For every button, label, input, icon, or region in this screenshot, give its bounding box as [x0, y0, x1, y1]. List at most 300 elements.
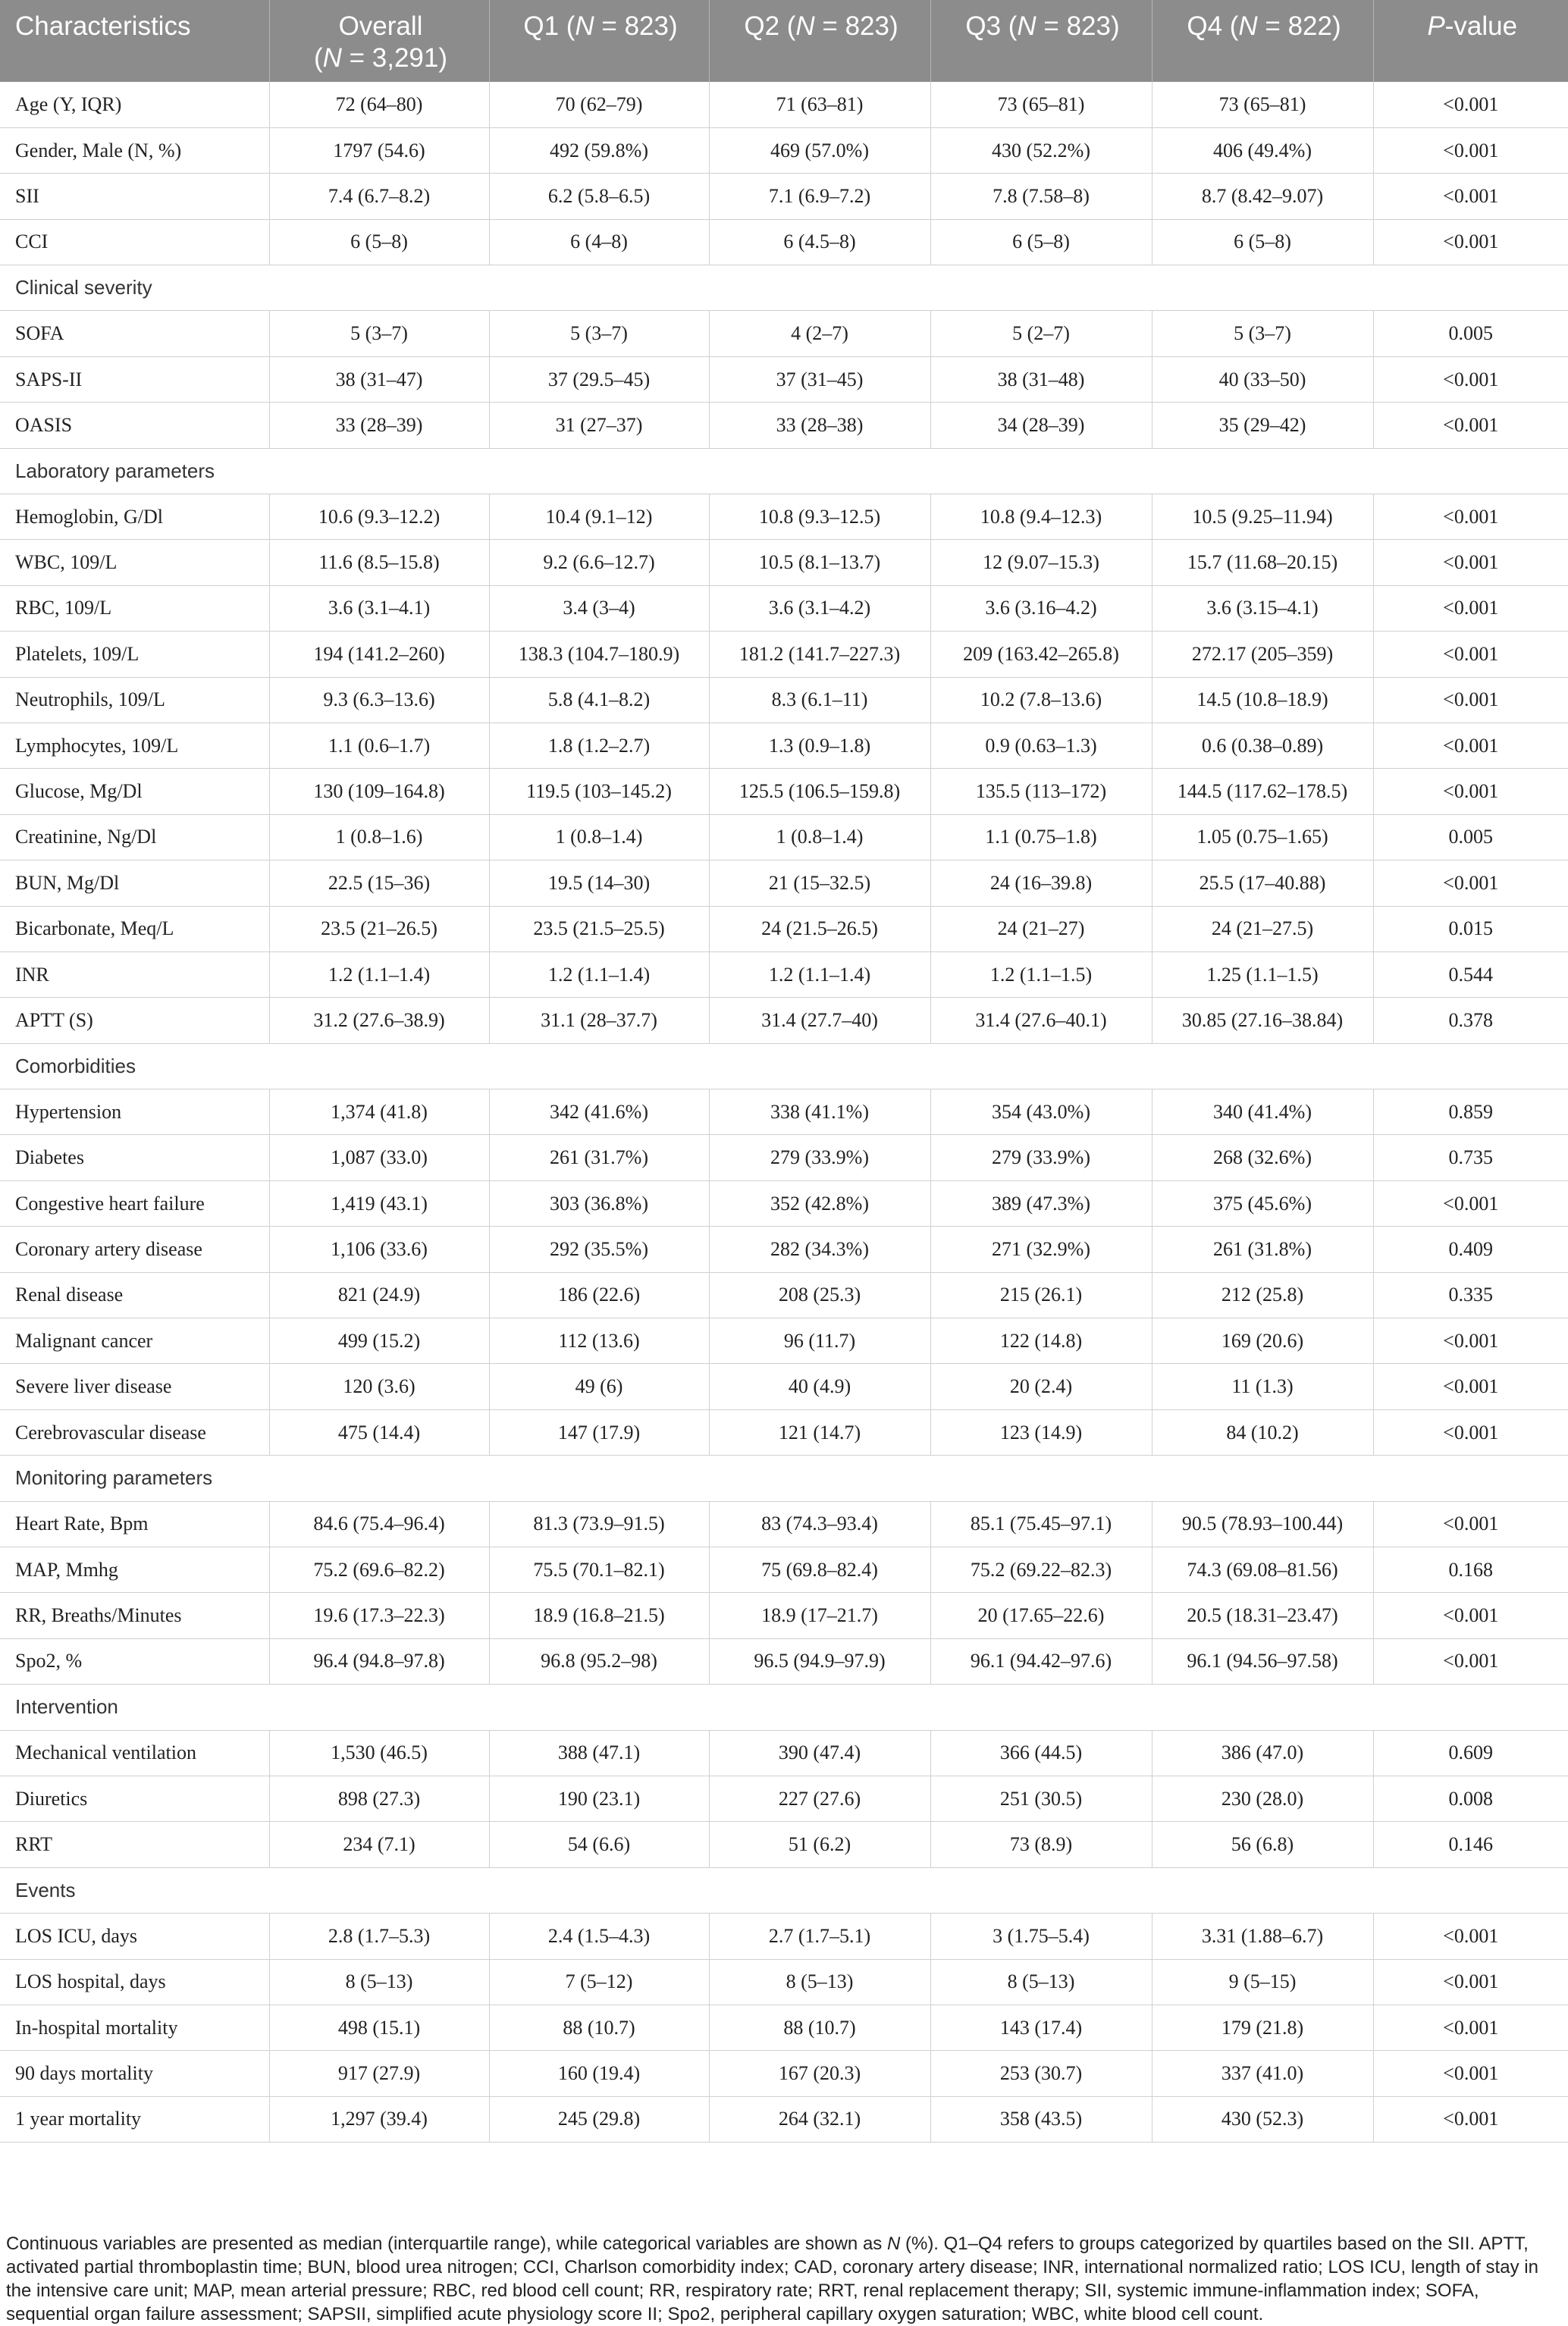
row-label: Diuretics	[0, 1776, 269, 1821]
row-label: In-hospital mortality	[0, 2005, 269, 2050]
cell-q4: 3.6 (3.15–4.1)	[1152, 585, 1373, 631]
table-row	[0, 403, 1568, 448]
cell-p: <0.001	[1373, 1409, 1568, 1455]
cell-overall: 475 (14.4)	[269, 1409, 489, 1455]
cell-q2: 181.2 (141.7–227.3)	[709, 632, 930, 677]
row-label: MAP, Mmhg	[0, 1547, 269, 1593]
table-row	[0, 1730, 1568, 1776]
cell-q2: 4 (2–7)	[709, 311, 930, 356]
cell-q4: 386 (47.0)	[1152, 1730, 1373, 1776]
cell-q1: 5.8 (4.1–8.2)	[489, 677, 709, 723]
cell-p: <0.001	[1373, 677, 1568, 723]
header-q1: Q1 (N = 823)	[489, 0, 709, 82]
cell-p: <0.001	[1373, 356, 1568, 402]
cell-overall: 8 (5–13)	[269, 1959, 489, 2005]
cell-q4: 230 (28.0)	[1152, 1776, 1373, 1821]
cell-overall: 3.6 (3.1–4.1)	[269, 585, 489, 631]
cell-q4: 25.5 (17–40.88)	[1152, 860, 1373, 906]
section-label: Clinical severity	[0, 265, 1568, 311]
cell-p: <0.001	[1373, 769, 1568, 814]
cell-q2: 227 (27.6)	[709, 1776, 930, 1821]
cell-overall: 120 (3.6)	[269, 1364, 489, 1409]
row-label: Bicarbonate, Meq/L	[0, 906, 269, 951]
row-label: SOFA	[0, 311, 269, 356]
cell-q2: 88 (10.7)	[709, 2005, 930, 2050]
section-header-row	[0, 1867, 1568, 1913]
row-label: Severe liver disease	[0, 1364, 269, 1409]
row-label: Creatinine, Ng/Dl	[0, 814, 269, 860]
table-row	[0, 906, 1568, 951]
cell-q4: 20.5 (18.31–23.47)	[1152, 1593, 1373, 1638]
cell-q1: 9.2 (6.6–12.7)	[489, 540, 709, 585]
header-row	[0, 0, 1568, 82]
cell-overall: 1797 (54.6)	[269, 127, 489, 173]
cell-overall: 5 (3–7)	[269, 311, 489, 356]
cell-q1: 292 (35.5%)	[489, 1227, 709, 1272]
cell-q1: 2.4 (1.5–4.3)	[489, 1914, 709, 1959]
section-header-row	[0, 1685, 1568, 1730]
table-header	[0, 0, 1568, 82]
section-label: Events	[0, 1867, 1568, 1913]
cell-q4: 14.5 (10.8–18.9)	[1152, 677, 1373, 723]
cell-q1: 147 (17.9)	[489, 1409, 709, 1455]
cell-q4: 90.5 (78.93–100.44)	[1152, 1501, 1373, 1547]
table-row	[0, 1364, 1568, 1409]
table-row	[0, 723, 1568, 768]
cell-p: 0.015	[1373, 906, 1568, 951]
cell-q4: 96.1 (94.56–97.58)	[1152, 1638, 1373, 1684]
cell-overall: 1.2 (1.1–1.4)	[269, 951, 489, 997]
cell-q1: 261 (31.7%)	[489, 1135, 709, 1180]
cell-p: <0.001	[1373, 1364, 1568, 1409]
cell-q1: 96.8 (95.2–98)	[489, 1638, 709, 1684]
table-row	[0, 951, 1568, 997]
cell-q2: 96 (11.7)	[709, 1318, 930, 1364]
cell-overall: 22.5 (15–36)	[269, 860, 489, 906]
cell-q1: 19.5 (14–30)	[489, 860, 709, 906]
cell-p: <0.001	[1373, 860, 1568, 906]
cell-q1: 70 (62–79)	[489, 82, 709, 127]
cell-q4: 261 (31.8%)	[1152, 1227, 1373, 1272]
cell-q1: 31.1 (28–37.7)	[489, 998, 709, 1043]
cell-q1: 5 (3–7)	[489, 311, 709, 356]
cell-overall: 130 (109–164.8)	[269, 769, 489, 814]
cell-q2: 10.5 (8.1–13.7)	[709, 540, 930, 585]
cell-q4: 3.31 (1.88–6.7)	[1152, 1914, 1373, 1959]
table-row	[0, 2096, 1568, 2142]
cell-q3: 38 (31–48)	[930, 356, 1152, 402]
table-row	[0, 1409, 1568, 1455]
table-row	[0, 2005, 1568, 2050]
row-label: Heart Rate, Bpm	[0, 1501, 269, 1547]
cell-q2: 37 (31–45)	[709, 356, 930, 402]
table-row	[0, 82, 1568, 127]
row-label: Platelets, 109/L	[0, 632, 269, 677]
cell-overall: 1,419 (43.1)	[269, 1180, 489, 1226]
cell-overall: 9.3 (6.3–13.6)	[269, 677, 489, 723]
cell-q3: 1.2 (1.1–1.5)	[930, 951, 1152, 997]
cell-q1: 6.2 (5.8–6.5)	[489, 174, 709, 219]
cell-p: <0.001	[1373, 1501, 1568, 1547]
cell-q4: 1.05 (0.75–1.65)	[1152, 814, 1373, 860]
cell-p: 0.409	[1373, 1227, 1568, 1272]
cell-q4: 11 (1.3)	[1152, 1364, 1373, 1409]
cell-q1: 492 (59.8%)	[489, 127, 709, 173]
cell-q3: 389 (47.3%)	[930, 1180, 1152, 1226]
cell-overall: 1 (0.8–1.6)	[269, 814, 489, 860]
row-label: Lymphocytes, 109/L	[0, 723, 269, 768]
cell-p: 0.859	[1373, 1089, 1568, 1135]
cell-overall: 1,374 (41.8)	[269, 1089, 489, 1135]
row-label: LOS ICU, days	[0, 1914, 269, 1959]
cell-q2: 208 (25.3)	[709, 1272, 930, 1318]
cell-overall: 1,106 (33.6)	[269, 1227, 489, 1272]
cell-q4: 84 (10.2)	[1152, 1409, 1373, 1455]
table-row	[0, 1638, 1568, 1684]
cell-q2: 7.1 (6.9–7.2)	[709, 174, 930, 219]
cell-q3: 0.9 (0.63–1.3)	[930, 723, 1152, 768]
cell-q1: 1.2 (1.1–1.4)	[489, 951, 709, 997]
cell-overall: 1,297 (39.4)	[269, 2096, 489, 2142]
cell-q2: 21 (15–32.5)	[709, 860, 930, 906]
table-row	[0, 632, 1568, 677]
cell-q1: 10.4 (9.1–12)	[489, 494, 709, 540]
cell-q3: 251 (30.5)	[930, 1776, 1152, 1821]
cell-q3: 279 (33.9%)	[930, 1135, 1152, 1180]
cell-q3: 24 (21–27)	[930, 906, 1152, 951]
cell-overall: 38 (31–47)	[269, 356, 489, 402]
cell-q2: 31.4 (27.7–40)	[709, 998, 930, 1043]
cell-q4: 15.7 (11.68–20.15)	[1152, 540, 1373, 585]
cell-q2: 282 (34.3%)	[709, 1227, 930, 1272]
cell-q1: 18.9 (16.8–21.5)	[489, 1593, 709, 1638]
cell-p: 0.168	[1373, 1547, 1568, 1593]
cell-q3: 135.5 (113–172)	[930, 769, 1152, 814]
cell-overall: 6 (5–8)	[269, 219, 489, 265]
row-label: Malignant cancer	[0, 1318, 269, 1364]
table-row	[0, 1180, 1568, 1226]
cell-overall: 19.6 (17.3–22.3)	[269, 1593, 489, 1638]
cell-q4: 337 (41.0)	[1152, 2051, 1373, 2096]
cell-q3: 31.4 (27.6–40.1)	[930, 998, 1152, 1043]
cell-q2: 3.6 (3.1–4.2)	[709, 585, 930, 631]
cell-overall: 821 (24.9)	[269, 1272, 489, 1318]
cell-p: <0.001	[1373, 1180, 1568, 1226]
cell-q1: 342 (41.6%)	[489, 1089, 709, 1135]
row-label: LOS hospital, days	[0, 1959, 269, 2005]
cell-q2: 125.5 (106.5–159.8)	[709, 769, 930, 814]
cell-q1: 119.5 (103–145.2)	[489, 769, 709, 814]
cell-overall: 33 (28–39)	[269, 403, 489, 448]
cell-q3: 20 (17.65–22.6)	[930, 1593, 1152, 1638]
cell-q2: 1 (0.8–1.4)	[709, 814, 930, 860]
section-label: Intervention	[0, 1685, 1568, 1730]
row-label: Gender, Male (N, %)	[0, 127, 269, 173]
cell-q1: 31 (27–37)	[489, 403, 709, 448]
cell-q3: 7.8 (7.58–8)	[930, 174, 1152, 219]
table-row	[0, 1089, 1568, 1135]
cell-p: <0.001	[1373, 174, 1568, 219]
row-label: WBC, 109/L	[0, 540, 269, 585]
cell-q2: 83 (74.3–93.4)	[709, 1501, 930, 1547]
row-label: Hypertension	[0, 1089, 269, 1135]
cell-q4: 179 (21.8)	[1152, 2005, 1373, 2050]
table-row	[0, 1501, 1568, 1547]
cell-q1: 3.4 (3–4)	[489, 585, 709, 631]
table-row	[0, 1593, 1568, 1638]
cell-q4: 10.5 (9.25–11.94)	[1152, 494, 1373, 540]
cell-p: <0.001	[1373, 1638, 1568, 1684]
cell-q3: 430 (52.2%)	[930, 127, 1152, 173]
row-label: RRT	[0, 1822, 269, 1867]
cell-p: 0.378	[1373, 998, 1568, 1043]
cell-q2: 75 (69.8–82.4)	[709, 1547, 930, 1593]
cell-q3: 10.8 (9.4–12.3)	[930, 494, 1152, 540]
header-q3: Q3 (N = 823)	[930, 0, 1152, 82]
cell-overall: 11.6 (8.5–15.8)	[269, 540, 489, 585]
cell-q1: 112 (13.6)	[489, 1318, 709, 1364]
cell-q3: 358 (43.5)	[930, 2096, 1152, 2142]
cell-q2: 121 (14.7)	[709, 1409, 930, 1455]
table-row	[0, 814, 1568, 860]
cell-p: <0.001	[1373, 1959, 1568, 2005]
cell-p: <0.001	[1373, 540, 1568, 585]
cell-q4: 73 (65–81)	[1152, 82, 1373, 127]
cell-overall: 917 (27.9)	[269, 2051, 489, 2096]
cell-q4: 375 (45.6%)	[1152, 1180, 1373, 1226]
table-row	[0, 1959, 1568, 2005]
cell-q3: 3 (1.75–5.4)	[930, 1914, 1152, 1959]
section-header-row	[0, 1456, 1568, 1501]
table-footnote: Continuous variables are presented as median (interquartile range), while categorical variables are shown as N (%). Q1–Q4 refers to groups categorized by quartiles based on the SII. APTT, activated partial thromboplastin time; BUN, blood urea nitrogen; CCI, Charlson comorbidity index; CAD, coronary artery disease; INR, international normalized ratio; LOS ICU, length of stay in the intensive care unit; MAP, mean arterial pressure; RBC, red blood cell count; RR, respiratory rate; RRT, renal replacement therapy; SII, systemic immune-inflammation index; SOFA, sequential organ failure assessment; SAPSII, simplified acute physiology score II; Spo2, peripheral capillary oxygen saturation; WBC, white blood cell count.	[6, 2234, 1538, 2324]
cell-q1: 138.3 (104.7–180.9)	[489, 632, 709, 677]
header-q2: Q2 (N = 823)	[709, 0, 930, 82]
cell-overall: 7.4 (6.7–8.2)	[269, 174, 489, 219]
cell-q2: 1.2 (1.1–1.4)	[709, 951, 930, 997]
table-row	[0, 2051, 1568, 2096]
table-row	[0, 311, 1568, 356]
row-label: SAPS-II	[0, 356, 269, 402]
row-label: INR	[0, 951, 269, 997]
cell-q2: 264 (32.1)	[709, 2096, 930, 2142]
row-label: Coronary artery disease	[0, 1227, 269, 1272]
table-row	[0, 585, 1568, 631]
section-label: Monitoring parameters	[0, 1456, 1568, 1501]
cell-q2: 167 (20.3)	[709, 2051, 930, 2096]
cell-overall: 96.4 (94.8–97.8)	[269, 1638, 489, 1684]
cell-q4: 8.7 (8.42–9.07)	[1152, 174, 1373, 219]
table-row	[0, 1272, 1568, 1318]
cell-p: 0.335	[1373, 1272, 1568, 1318]
table-row	[0, 494, 1568, 540]
cell-q2: 469 (57.0%)	[709, 127, 930, 173]
cell-q3: 8 (5–13)	[930, 1959, 1152, 2005]
cell-q3: 215 (26.1)	[930, 1272, 1152, 1318]
cell-q1: 160 (19.4)	[489, 2051, 709, 2096]
cell-q4: 40 (33–50)	[1152, 356, 1373, 402]
row-label: RR, Breaths/Minutes	[0, 1593, 269, 1638]
table-body	[0, 82, 1568, 2143]
cell-q2: 338 (41.1%)	[709, 1089, 930, 1135]
cell-q4: 30.85 (27.16–38.84)	[1152, 998, 1373, 1043]
cell-q2: 18.9 (17–21.7)	[709, 1593, 930, 1638]
cell-overall: 75.2 (69.6–82.2)	[269, 1547, 489, 1593]
row-label: Spo2, %	[0, 1638, 269, 1684]
cell-p: <0.001	[1373, 585, 1568, 631]
cell-q2: 24 (21.5–26.5)	[709, 906, 930, 951]
cell-p: <0.001	[1373, 2051, 1568, 2096]
table-row	[0, 1822, 1568, 1867]
cell-q3: 12 (9.07–15.3)	[930, 540, 1152, 585]
row-label: Hemoglobin, G/Dl	[0, 494, 269, 540]
cell-q4: 169 (20.6)	[1152, 1318, 1373, 1364]
cell-overall: 194 (141.2–260)	[269, 632, 489, 677]
cell-p: <0.001	[1373, 1318, 1568, 1364]
cell-q3: 20 (2.4)	[930, 1364, 1152, 1409]
cell-q3: 143 (17.4)	[930, 2005, 1152, 2050]
cell-q3: 366 (44.5)	[930, 1730, 1152, 1776]
cell-q2: 71 (63–81)	[709, 82, 930, 127]
cell-p: 0.005	[1373, 814, 1568, 860]
cell-q3: 271 (32.9%)	[930, 1227, 1152, 1272]
cell-p: <0.001	[1373, 403, 1568, 448]
cell-p: 0.735	[1373, 1135, 1568, 1180]
table-row	[0, 677, 1568, 723]
cell-q3: 73 (65–81)	[930, 82, 1152, 127]
row-label: RBC, 109/L	[0, 585, 269, 631]
cell-p: <0.001	[1373, 1914, 1568, 1959]
cell-q1: 88 (10.7)	[489, 2005, 709, 2050]
header-p-value: P-value	[1373, 0, 1568, 82]
cell-q1: 81.3 (73.9–91.5)	[489, 1501, 709, 1547]
cell-p: <0.001	[1373, 723, 1568, 768]
cell-q1: 7 (5–12)	[489, 1959, 709, 2005]
cell-q1: 54 (6.6)	[489, 1822, 709, 1867]
cell-overall: 499 (15.2)	[269, 1318, 489, 1364]
cell-overall: 234 (7.1)	[269, 1822, 489, 1867]
cell-q4: 5 (3–7)	[1152, 311, 1373, 356]
cell-q2: 279 (33.9%)	[709, 1135, 930, 1180]
cell-q3: 122 (14.8)	[930, 1318, 1152, 1364]
cell-q3: 123 (14.9)	[930, 1409, 1152, 1455]
cell-q4: 56 (6.8)	[1152, 1822, 1373, 1867]
cell-q4: 340 (41.4%)	[1152, 1089, 1373, 1135]
cell-p: <0.001	[1373, 219, 1568, 265]
cell-q2: 6 (4.5–8)	[709, 219, 930, 265]
cell-q3: 354 (43.0%)	[930, 1089, 1152, 1135]
row-label: Neutrophils, 109/L	[0, 677, 269, 723]
row-label: Mechanical ventilation	[0, 1730, 269, 1776]
cell-q3: 10.2 (7.8–13.6)	[930, 677, 1152, 723]
cell-p: <0.001	[1373, 632, 1568, 677]
cell-q1: 186 (22.6)	[489, 1272, 709, 1318]
header-overall: Overall (N = 3,291)	[269, 0, 489, 82]
table-row	[0, 1914, 1568, 1959]
cell-q4: 144.5 (117.62–178.5)	[1152, 769, 1373, 814]
cell-q2: 96.5 (94.9–97.9)	[709, 1638, 930, 1684]
cell-q4: 212 (25.8)	[1152, 1272, 1373, 1318]
cell-q1: 303 (36.8%)	[489, 1180, 709, 1226]
cell-q3: 5 (2–7)	[930, 311, 1152, 356]
row-label: BUN, Mg/Dl	[0, 860, 269, 906]
cell-q2: 8.3 (6.1–11)	[709, 677, 930, 723]
row-label: OASIS	[0, 403, 269, 448]
row-label: CCI	[0, 219, 269, 265]
cell-overall: 23.5 (21–26.5)	[269, 906, 489, 951]
cell-p: 0.008	[1373, 1776, 1568, 1821]
row-label: Diabetes	[0, 1135, 269, 1180]
cell-p: 0.005	[1373, 311, 1568, 356]
cell-q3: 85.1 (75.45–97.1)	[930, 1501, 1152, 1547]
header-characteristics: Characteristics	[0, 0, 269, 82]
cell-q2: 390 (47.4)	[709, 1730, 930, 1776]
cell-q1: 6 (4–8)	[489, 219, 709, 265]
table-row	[0, 1318, 1568, 1364]
cell-q3: 75.2 (69.22–82.3)	[930, 1547, 1152, 1593]
table-row	[0, 540, 1568, 585]
cell-p: 0.544	[1373, 951, 1568, 997]
row-label: Age (Y, IQR)	[0, 82, 269, 127]
cell-p: <0.001	[1373, 82, 1568, 127]
cell-overall: 1,087 (33.0)	[269, 1135, 489, 1180]
table-row	[0, 769, 1568, 814]
section-label: Laboratory parameters	[0, 448, 1568, 494]
section-header-row	[0, 1043, 1568, 1089]
cell-p: <0.001	[1373, 2096, 1568, 2142]
cell-q2: 51 (6.2)	[709, 1822, 930, 1867]
section-header-row	[0, 265, 1568, 311]
table-row	[0, 998, 1568, 1043]
cell-q1: 245 (29.8)	[489, 2096, 709, 2142]
row-label: 90 days mortality	[0, 2051, 269, 2096]
cell-overall: 498 (15.1)	[269, 2005, 489, 2050]
cell-q1: 37 (29.5–45)	[489, 356, 709, 402]
cell-q4: 24 (21–27.5)	[1152, 906, 1373, 951]
cell-q1: 1.8 (1.2–2.7)	[489, 723, 709, 768]
cell-q1: 1 (0.8–1.4)	[489, 814, 709, 860]
row-label: Glucose, Mg/Dl	[0, 769, 269, 814]
cell-q1: 23.5 (21.5–25.5)	[489, 906, 709, 951]
cell-p: 0.609	[1373, 1730, 1568, 1776]
cell-overall: 31.2 (27.6–38.9)	[269, 998, 489, 1043]
section-header-row	[0, 448, 1568, 494]
cell-overall: 1.1 (0.6–1.7)	[269, 723, 489, 768]
cell-q3: 6 (5–8)	[930, 219, 1152, 265]
cell-p: <0.001	[1373, 494, 1568, 540]
table-row	[0, 860, 1568, 906]
header-q4: Q4 (N = 822)	[1152, 0, 1373, 82]
cell-overall: 84.6 (75.4–96.4)	[269, 1501, 489, 1547]
table-row	[0, 127, 1568, 173]
cell-q4: 74.3 (69.08–81.56)	[1152, 1547, 1373, 1593]
cell-overall: 10.6 (9.3–12.2)	[269, 494, 489, 540]
cell-q1: 190 (23.1)	[489, 1776, 709, 1821]
cell-q1: 49 (6)	[489, 1364, 709, 1409]
cell-q3: 3.6 (3.16–4.2)	[930, 585, 1152, 631]
table-row	[0, 356, 1568, 402]
cell-q2: 1.3 (0.9–1.8)	[709, 723, 930, 768]
row-label: APTT (S)	[0, 998, 269, 1043]
cell-q4: 268 (32.6%)	[1152, 1135, 1373, 1180]
cell-overall: 2.8 (1.7–5.3)	[269, 1914, 489, 1959]
cell-p: <0.001	[1373, 1593, 1568, 1638]
cell-q2: 10.8 (9.3–12.5)	[709, 494, 930, 540]
cell-q4: 1.25 (1.1–1.5)	[1152, 951, 1373, 997]
table-row	[0, 1547, 1568, 1593]
cell-overall: 72 (64–80)	[269, 82, 489, 127]
row-label: 1 year mortality	[0, 2096, 269, 2142]
cell-q4: 430 (52.3)	[1152, 2096, 1373, 2142]
